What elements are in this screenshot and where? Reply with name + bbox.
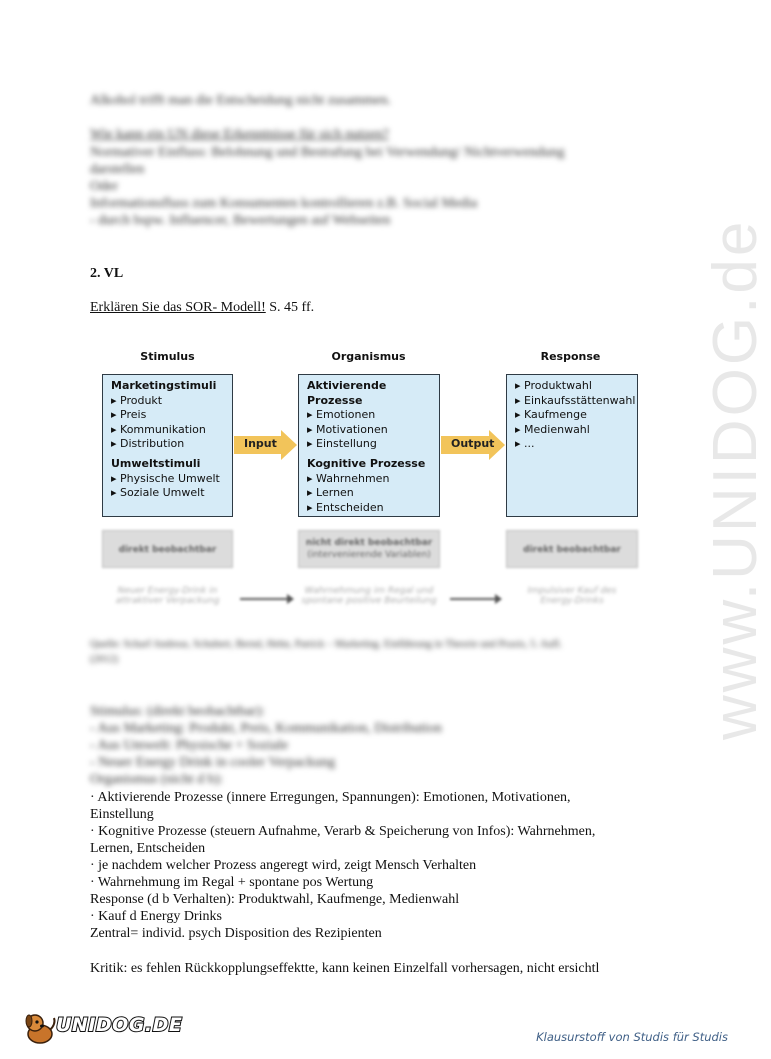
stimulus-heading: Marketingstimuli xyxy=(111,379,217,392)
body-blurred-line: Stimulus: (direkt beobachtbar): xyxy=(90,704,265,719)
question-reference: S. 45 ff. xyxy=(265,300,315,315)
intervening-label: (intervenierende Variablen) xyxy=(307,550,431,560)
list-item: ▸ Entscheiden xyxy=(307,500,384,514)
intro-question: Wie kann ein UN diese Erkenntnisse für sich nutzen? xyxy=(90,127,389,142)
output-arrow xyxy=(441,430,505,460)
source-line: (2012) xyxy=(90,654,118,665)
intro-line: Normativer Einfluss: Belohnung und Bestrafung bei Verwendung/ Nichtverwendung xyxy=(90,145,565,160)
organismus-box xyxy=(298,374,440,517)
body-line: · Aktivierende Prozesse (innere Erregungen, Spannungen): Emotionen, Motivationen, xyxy=(90,790,571,805)
list-item: ▸ Einkaufsstättenwahl xyxy=(515,393,636,407)
list-item: ▸ ... xyxy=(515,437,535,451)
input-arrow xyxy=(234,430,297,460)
intro-line: - durch bspw. Influencer, Bewertungen auf Webseiten xyxy=(90,213,391,228)
list-item: ▸ Soziale Umwelt xyxy=(111,486,205,500)
body-blurred-line: Organismus (nicht d b): xyxy=(90,772,224,787)
response-box xyxy=(506,374,638,517)
unobservable-label: nicht direkt beobachtbar xyxy=(305,538,433,548)
organismus-title: Organismus xyxy=(331,350,406,363)
body-blurred-line: - Aus Umwelt: Physische + Soziale xyxy=(90,738,289,753)
body-blurred-line: - Aus Marketing: Produkt, Preis, Kommunikation, Distribution xyxy=(90,721,442,736)
list-item: ▸ Produktwahl xyxy=(515,379,592,392)
caption-middle: Wahrnehmung im Regal und spontane positive Beurteilung xyxy=(301,586,437,606)
unobservable-box xyxy=(298,530,440,568)
observable-box: direkt beobachtbar xyxy=(506,530,638,568)
list-item: ▸ Distribution xyxy=(111,437,185,451)
caption-right: Impulsiver Kauf des Energy-Drinks xyxy=(527,586,617,606)
body-line: · Kognitive Prozesse (steuern Aufnahme, Verarb & Speicherung von Infos): Wahrnehmen, xyxy=(90,824,596,839)
stimulus-box xyxy=(102,374,233,517)
list-item: ▸ Produkt xyxy=(111,393,163,407)
watermark: www.UNIDOG.de xyxy=(701,218,770,740)
source-line: Quelle: Scharf Andreas, Schubert, Bernd, Hehn, Patrick – Marketing. Einführung in Theorie und Praxis, 5. Aufl. xyxy=(90,639,562,650)
flow-arrow xyxy=(240,598,288,600)
response-title: Response xyxy=(540,350,601,363)
body-line-kritik: Kritik: es fehlen Rückkopplungseffektte, kann keinen Einzelfall vorhersagen, nicht ersichtl xyxy=(90,961,600,976)
body-line: · je nachdem welcher Prozess angeregt wird, zeigt Mensch Verhalten xyxy=(90,858,477,873)
logo-text: UNIDOG.DE xyxy=(56,1014,183,1036)
stimulus-title: Stimulus xyxy=(140,350,195,363)
list-item: ▸ Emotionen xyxy=(307,408,376,422)
list-item: ▸ Physische Umwelt xyxy=(111,471,220,485)
body-line: Lernen, Entscheiden xyxy=(90,841,206,856)
body-blurred-line: - Neuer Energy Drink in cooler Verpackung xyxy=(90,755,336,770)
caption-left: Neuer Energy-Drink in attraktiver Verpackung xyxy=(115,586,220,606)
list-item: ▸ Wahrnehmen xyxy=(307,471,390,485)
list-item: ▸ Kommunikation xyxy=(111,422,206,436)
body-line: Einstellung xyxy=(90,807,154,822)
input-label: Input xyxy=(244,437,277,450)
list-item: ▸ Einstellung xyxy=(307,437,377,451)
organismus-heading: Kognitive Prozesse xyxy=(307,456,426,470)
organismus-heading: Aktivierende Prozesse xyxy=(307,379,387,407)
stimulus-heading: Umweltstimuli xyxy=(111,456,201,470)
list-item: ▸ Motivationen xyxy=(307,422,388,436)
question-link[interactable]: Erklären Sie das SOR- Modell! xyxy=(90,300,266,315)
body-line: · Wahrnehmung im Regal + spontane pos Wertung xyxy=(90,875,374,890)
intro-line: Oder xyxy=(90,179,118,194)
output-label: Output xyxy=(451,437,495,450)
list-item: ▸ Kaufmenge xyxy=(515,408,587,422)
list-item: ▸ Lernen xyxy=(307,486,354,500)
list-item: ▸ Medienwahl xyxy=(515,422,590,436)
observable-box: direkt beobachtbar xyxy=(102,530,233,568)
dog-logo-icon xyxy=(22,1010,58,1051)
intro-line: Alkohol trifft man die Entscheidung nicht zusammen. xyxy=(90,93,392,108)
body-line: Response (d b Verhalten): Produktwahl, Kaufmenge, Medienwahl xyxy=(90,892,460,907)
body-line: Zentral= individ. psych Disposition des Rezipienten xyxy=(90,926,382,941)
list-item: ▸ Preis xyxy=(111,408,147,422)
body-line: · Kauf d Energy Drinks xyxy=(90,909,222,924)
section-heading: 2. VL xyxy=(90,266,124,281)
intro-line: Informationsfluss zum Konsumenten kontrollieren z.B. Social Media xyxy=(90,196,478,211)
flow-arrow xyxy=(450,598,496,600)
footer-note: Klausurstoff von Studis für Studis xyxy=(536,1030,728,1044)
intro-line: darstellen xyxy=(90,162,145,177)
